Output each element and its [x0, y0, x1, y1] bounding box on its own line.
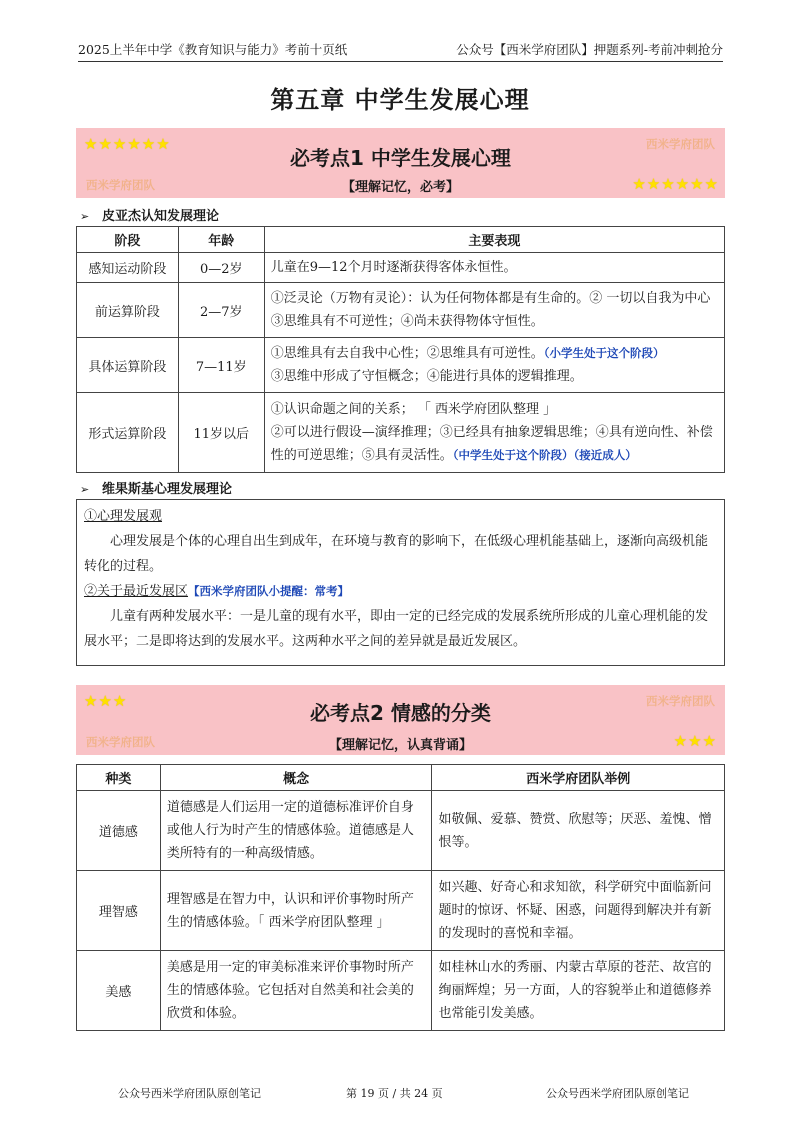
- arrow-bullet-icon: ➢: [80, 483, 90, 496]
- description-cell: [264, 393, 724, 473]
- stage-cell: 感知运动阶段: [77, 253, 179, 283]
- table-row: [77, 253, 725, 283]
- vygotsky-item2-text: 儿童有两种发展水平：一是儿童的现有水平，即由一定的已经完成的发展系统所形成的儿童心理机能的发展水平；二是即将达到的发展水平。这两种水平之间的差异就是最近发展区。: [84, 609, 709, 649]
- concept-cell: 道德感是人们运用一定的道德标准评价自身或他人行为时产生的情感体验。道德感是人类所特有的一种高级情感。: [160, 791, 432, 871]
- table-header-row: [77, 227, 725, 253]
- description-line: ②可以进行假设—演绎推理；③已经具有抽象逻辑思维；④具有逆向性、补偿: [270, 425, 713, 440]
- vygotsky-item2-title: ②关于最近发展区: [84, 584, 189, 599]
- piaget-table: [76, 226, 725, 473]
- brand-watermark-top: 西米学府团队: [646, 694, 715, 708]
- key-point-1-banner: [76, 128, 725, 198]
- piaget-heading-text: 皮亚杰认知发展理论: [102, 209, 220, 224]
- vygotsky-heading-text: 维果斯基心理发展理论: [102, 482, 233, 497]
- age-cell: 2—7岁: [178, 283, 264, 338]
- brand-watermark-top: 西米学府团队: [646, 137, 715, 151]
- example-cell: 如兴趣、好奇心和求知欲，科学研究中面临新问题时的惊讶、怀疑、困惑，问题得到解决并有新的发现时的喜悦和幸福。: [432, 871, 725, 951]
- stars-left: ★★★★★★: [84, 135, 171, 153]
- stage-cell: 形式运算阶段: [77, 393, 179, 473]
- brand-watermark-bottom: 西米学府团队: [86, 178, 155, 192]
- column-header: 西米学府团队举例: [432, 765, 725, 791]
- page-number: 第 19 页 / 共 24 页: [346, 1087, 443, 1100]
- example-cell: 如敬佩、爱慕、赞赏、欣慰等；厌恶、羞愧、憎恨等。: [432, 791, 725, 871]
- header-left-text: 2025上半年中学《教育知识与能力》考前十页纸: [78, 42, 348, 57]
- table-row: [77, 283, 725, 338]
- description-line: ①认识命题之间的关系； 「 西米学府团队整理 」: [270, 402, 557, 417]
- kind-cell: 理智感: [77, 871, 161, 951]
- stage-cell: 具体运算阶段: [77, 338, 179, 393]
- tip-note: 【西米学府团队小提醒：常考】: [188, 584, 350, 598]
- key-point-2-title: 必考点2 情感的分类: [310, 701, 491, 725]
- description-cell: [264, 338, 724, 393]
- example-cell: 如桂林山水的秀丽、内蒙古草原的苍茫、故宫的绚丽辉煌；另一方面，人的容貌举止和道德修养也常能引发美感。: [432, 951, 725, 1031]
- age-cell: 7—11岁: [178, 338, 264, 393]
- stars-right: ★★★★★★: [632, 175, 719, 193]
- key-point-2-banner: [76, 685, 725, 755]
- page-header: [78, 36, 723, 62]
- description-cell: [264, 253, 724, 283]
- table-row: [77, 871, 725, 951]
- footer-left: 公众号西米学府团队原创笔记: [118, 1087, 261, 1100]
- key-point-1-subtitle: 【理解记忆，必考】: [341, 180, 459, 195]
- concept-cell: 美感是用一定的审美标准来评价事物时所产生的情感体验。它包括对自然美和社会美的欣赏和体验。: [160, 951, 432, 1031]
- kind-cell: 美感: [77, 951, 161, 1031]
- description-line: 性的可逆思维；⑤具有灵活性。: [270, 448, 453, 463]
- description-line: ①泛灵论（万物有灵论）：认为任何物体都是有生命的。② 一切以自我为中心: [270, 291, 711, 306]
- description-line: 儿童在9—12个月时逐渐获得客体永恒性。: [270, 260, 517, 275]
- column-header: 阶段: [77, 227, 179, 253]
- vygotsky-box: [76, 499, 725, 666]
- column-header: 年龄: [178, 227, 264, 253]
- column-header: 概念: [160, 765, 432, 791]
- arrow-bullet-icon: ➢: [80, 210, 90, 223]
- column-header: 种类: [77, 765, 161, 791]
- table-row: [77, 393, 725, 473]
- header-right-text: 公众号【西米学府团队】押题系列-考前冲刺抢分: [456, 42, 723, 57]
- table-header-row: [77, 765, 725, 791]
- key-point-1-title: 必考点1 中学生发展心理: [290, 146, 511, 170]
- stage-note: （小学生处于这个阶段）: [543, 346, 665, 360]
- stars-right: ★★★: [673, 732, 717, 750]
- description-line: ③思维中形成了守恒概念；④能进行具体的逻辑推理。: [270, 369, 583, 384]
- table-row: [77, 951, 725, 1031]
- emotion-table: [76, 764, 725, 1031]
- table-row: [77, 338, 725, 393]
- stars-left: ★★★: [84, 692, 128, 710]
- brand-watermark-bottom: 西米学府团队: [86, 735, 155, 749]
- description-line: ①思维具有去自我中心性；②思维具有可逆性。: [270, 346, 544, 361]
- vygotsky-item1-title: ①心理发展观: [84, 509, 163, 524]
- age-cell: 0—2岁: [178, 253, 264, 283]
- piaget-heading: [80, 205, 219, 224]
- description-line: ③思维具有不可逆性；④尚未获得物体守恒性。: [270, 314, 544, 329]
- stage-cell: 前运算阶段: [77, 283, 179, 338]
- footer-right: 公众号西米学府团队原创笔记: [546, 1087, 689, 1100]
- chapter-title: 第五章 中学生发展心理: [270, 86, 530, 114]
- stage-note: （中学生处于这个阶段）（接近成人）: [452, 448, 637, 462]
- table-row: [77, 791, 725, 871]
- vygotsky-item1-text: 心理发展是个体的心理自出生到成年，在环境与教育的影响下，在低级心理机能基础上，逐渐向高级机能转化的过程。: [84, 534, 709, 574]
- vygotsky-heading: [80, 478, 232, 497]
- kind-cell: 道德感: [77, 791, 161, 871]
- age-cell: 11岁以后: [178, 393, 264, 473]
- column-header: 主要表现: [264, 227, 724, 253]
- concept-cell: 理智感是在智力中，认识和评价事物时所产生的情感体验。「 西米学府团队整理 」: [160, 871, 432, 951]
- key-point-2-subtitle: 【理解记忆，认真背诵】: [328, 738, 472, 753]
- description-cell: [264, 283, 724, 338]
